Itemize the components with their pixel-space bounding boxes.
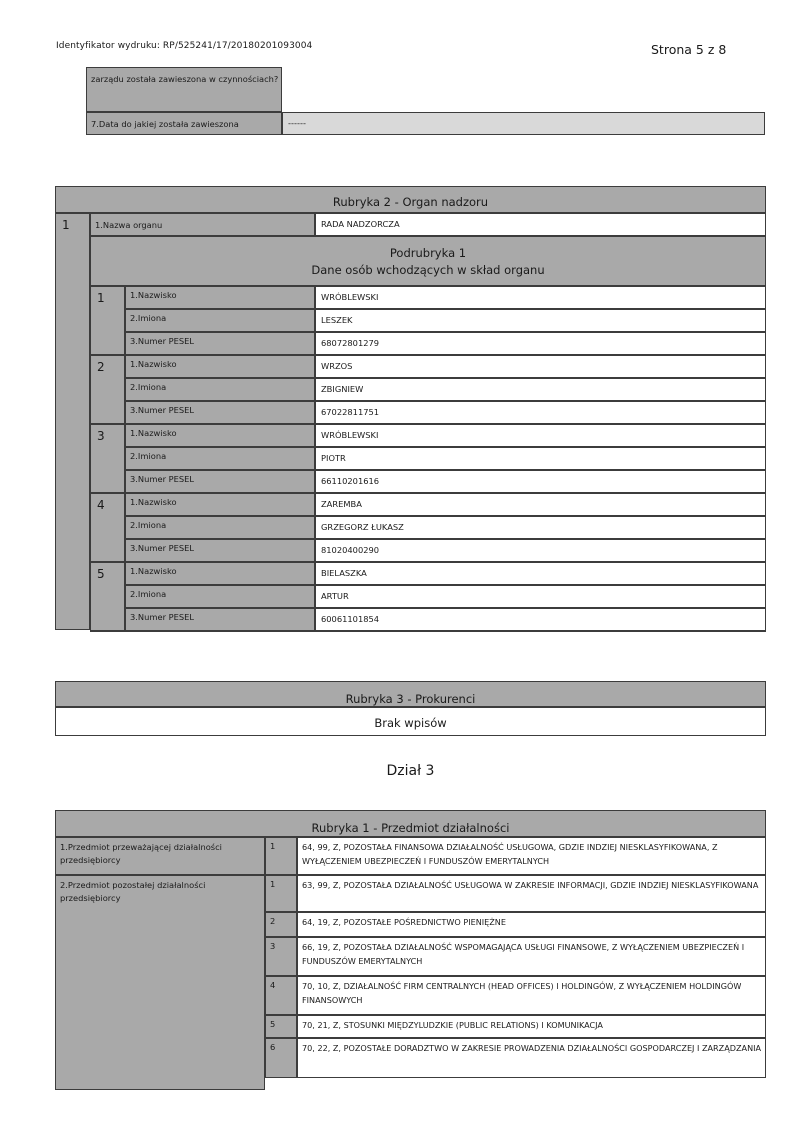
person-names-value: ZBIGNIEW xyxy=(315,378,766,401)
other-activity-number: 5 xyxy=(265,1015,297,1038)
other-activity-text: 63, 99, Z, POZOSTAŁA DZIAŁALNOŚĆ USŁUGOWA W ZAKRESIE INFORMACJI, GDZIE INDZIEJ NIESKLASYFIKOWANA xyxy=(297,875,766,912)
other-activity-label: 2.Przedmiot pozostałej działalności przedsiębiorcy xyxy=(55,875,265,1090)
other-activity-text: 70, 10, Z, DZIAŁALNOŚĆ FIRM CENTRALNYCH (HEAD OFFICES) I HOLDINGÓW, Z WYŁĄCZENIEM HOLDINGÓW FINANSOWYCH xyxy=(297,976,766,1015)
print-identifier: Identyfikator wydruku: RP/525241/17/20180201093004 xyxy=(56,41,313,51)
person-surname-label: 1.Nazwisko xyxy=(125,562,315,585)
person-surname-label: 1.Nazwisko xyxy=(125,493,315,516)
other-activity-number: 3 xyxy=(265,937,297,976)
person-surname-label: 1.Nazwisko xyxy=(125,424,315,447)
podrubryka-header xyxy=(90,236,766,286)
other-activity-text: 70, 22, Z, POZOSTAŁE DORADZTWO W ZAKRESIE PROWADZENIA DZIAŁALNOŚCI GOSPODARCZEJ I ZARZĄDZANIA xyxy=(297,1038,766,1078)
person-pesel-label: 3.Numer PESEL xyxy=(125,332,315,355)
person-names-value: ARTUR xyxy=(315,585,766,608)
person-pesel-value: 68072801279 xyxy=(315,332,766,355)
person-names-value: PIOTR xyxy=(315,447,766,470)
organ-name-label: 1.Nazwa organu xyxy=(90,213,315,236)
persons-bottom-line xyxy=(90,624,766,632)
person-names-value: GRZEGORZ ŁUKASZ xyxy=(315,516,766,539)
person-pesel-label: 3.Numer PESEL xyxy=(125,539,315,562)
person-surname-value: BIELASZKA xyxy=(315,562,766,585)
other-activity-number: 2 xyxy=(265,912,297,937)
rubryka3-title: Rubryka 3 - Prokurenci xyxy=(55,681,766,707)
person-names-label: 2.Imiona xyxy=(125,447,315,470)
other-activity-number: 6 xyxy=(265,1038,297,1078)
organ-name-value: RADA NADZORCZA xyxy=(315,213,766,236)
person-number: 1 xyxy=(90,286,125,355)
other-activity-text: 64, 19, Z, POZOSTAŁE POŚREDNICTWO PIENIĘŻNE xyxy=(297,912,766,937)
person-surname-value: WRZOS xyxy=(315,355,766,378)
zawieszenie-question: zarządu została zawieszona w czynnościach? xyxy=(86,67,282,112)
main-activity-label: 1.Przedmiot przeważającej działalności przedsiębiorcy xyxy=(55,837,265,875)
person-pesel-label: 3.Numer PESEL xyxy=(125,470,315,493)
person-surname-value: WRÓBLEWSKI xyxy=(315,424,766,447)
person-number: 4 xyxy=(90,493,125,562)
person-pesel-value: 66110201616 xyxy=(315,470,766,493)
person-pesel-label: 3.Numer PESEL xyxy=(125,608,315,631)
person-names-label: 2.Imiona xyxy=(125,378,315,401)
page-number: Strona 5 z 8 xyxy=(651,42,727,57)
other-activity-text: 70, 21, Z, STOSUNKI MIĘDZYLUDZKIE (PUBLIC RELATIONS) I KOMUNIKACJA xyxy=(297,1015,766,1038)
person-names-value: LESZEK xyxy=(315,309,766,332)
dzial3-title: Dział 3 xyxy=(386,763,435,779)
person-surname-value: WRÓBLEWSKI xyxy=(315,286,766,309)
other-activity-number: 4 xyxy=(265,976,297,1015)
person-surname-label: 1.Nazwisko xyxy=(125,286,315,309)
person-pesel-value: 81020400290 xyxy=(315,539,766,562)
person-names-label: 2.Imiona xyxy=(125,516,315,539)
person-pesel-value: 67022811751 xyxy=(315,401,766,424)
zawieszenie-date-label: 7.Data do jakiej została zawieszona xyxy=(86,112,282,135)
main-activity-text: 64, 99, Z, POZOSTAŁA FINANSOWA DZIAŁALNOŚĆ USŁUGOWA, GDZIE INDZIEJ NIESKLASYFIKOWANA, Z WYŁĄCZENIEM UBEZPIECZEŃ I FUNDUSZÓW EMERYTALNYCH xyxy=(297,837,766,875)
podrubryka-subtitle: Dane osób wchodzących w skład organu xyxy=(311,263,545,277)
person-names-label: 2.Imiona xyxy=(125,585,315,608)
person-pesel-label: 3.Numer PESEL xyxy=(125,401,315,424)
main-activity-number: 1 xyxy=(265,837,297,875)
rubryka3-empty: Brak wpisów xyxy=(55,707,766,736)
person-number: 3 xyxy=(90,424,125,493)
podrubryka-title: Podrubryka 1 xyxy=(389,246,467,260)
organ-row-number: 1 xyxy=(55,213,90,630)
person-number: 5 xyxy=(90,562,125,631)
other-activity-text: 66, 19, Z, POZOSTAŁA DZIAŁALNOŚĆ WSPOMAGAJĄCA USŁUGI FINANSOWE, Z WYŁĄCZENIEM UBEZPIECZEŃ I FUNDUSZÓW EMERYTALNYCH xyxy=(297,937,766,976)
person-surname-value: ZAREMBA xyxy=(315,493,766,516)
other-activity-number: 1 xyxy=(265,875,297,912)
rubryka1-title: Rubryka 1 - Przedmiot działalności xyxy=(55,810,766,837)
person-pesel-value: 60061101854 xyxy=(315,608,766,631)
rubryka2-title: Rubryka 2 - Organ nadzoru xyxy=(55,186,766,213)
zawieszenie-date-value: ------ xyxy=(282,112,765,135)
person-number: 2 xyxy=(90,355,125,424)
person-surname-label: 1.Nazwisko xyxy=(125,355,315,378)
person-names-label: 2.Imiona xyxy=(125,309,315,332)
